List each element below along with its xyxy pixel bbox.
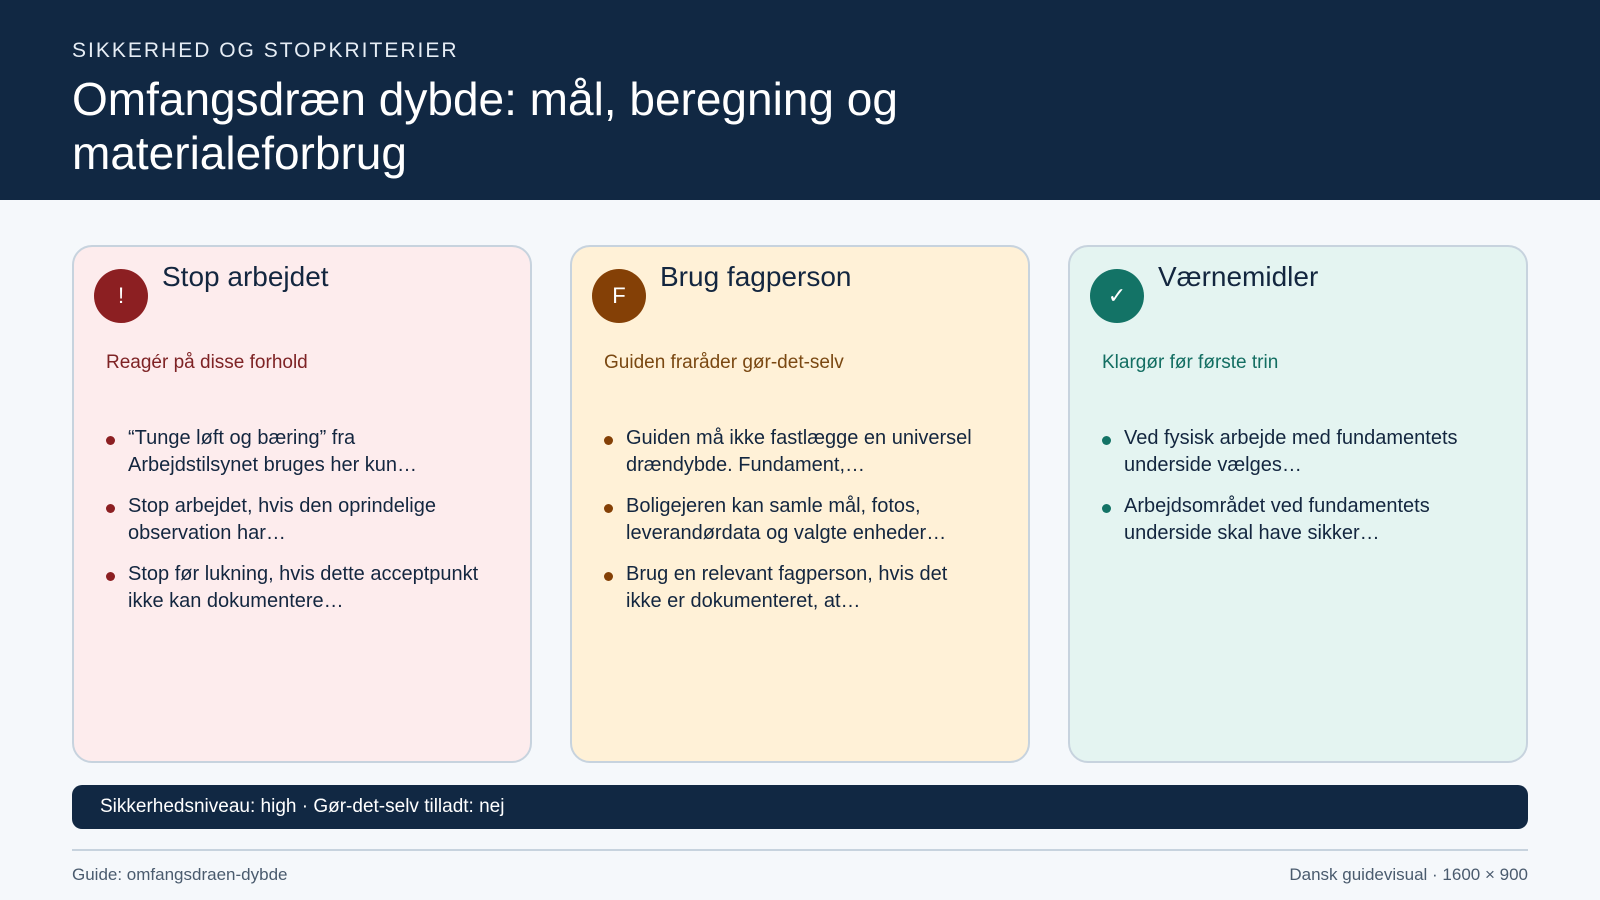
- card-subtitle: Reagér på disse forhold: [106, 352, 308, 373]
- header-banner: [0, 0, 1600, 200]
- list-item: “Tunge løft og bæring” fra Arbejdstilsynet bruges her kun…: [106, 425, 486, 479]
- status-bar: Sikkerhedsniveau: high · Gør-det-selv tilladt: nej: [72, 785, 1528, 829]
- card-title: Værnemidler: [1158, 261, 1319, 292]
- card-protective-gear: [1068, 245, 1528, 763]
- page-title: Omfangsdræn dybde: mål, beregning og materialeforbrug: [72, 73, 898, 179]
- card-subtitle: Guiden fraråder gør-det-selv: [604, 352, 844, 373]
- list-item: Ved fysisk arbejde med fundamentets underside vælges…: [1102, 425, 1482, 479]
- card-subtitle: Klargør før første trin: [1102, 352, 1279, 373]
- card-list: [604, 425, 1008, 615]
- list-item: Guiden må ikke fastlægge en universel drændybde. Fundament,…: [604, 425, 984, 479]
- card-title: Stop arbejdet: [162, 261, 329, 292]
- footer-guide-label: Guide: omfangsdraen-dybde: [72, 865, 288, 884]
- footer-meta-label: Dansk guidevisual · 1600 × 900: [1289, 865, 1528, 884]
- card-use-professional: [570, 245, 1030, 763]
- eyebrow-label: SIKKERHED OG STOPKRITERIER: [72, 39, 459, 62]
- letter-f-icon: F: [592, 269, 646, 323]
- card-list: [1102, 425, 1506, 547]
- list-item: Stop arbejdet, hvis den oprindelige observation har…: [106, 493, 486, 547]
- list-item: Boligejeren kan samle mål, fotos, leverandørdata og valgte enheder…: [604, 493, 984, 547]
- exclamation-icon: !: [94, 269, 148, 323]
- checkmark-icon: ✓: [1090, 269, 1144, 323]
- footer-divider: [72, 849, 1528, 851]
- list-item: Arbejdsområdet ved fundamentets underside skal have sikker…: [1102, 493, 1482, 547]
- card-stop-work: [72, 245, 532, 763]
- card-row: [72, 245, 1528, 763]
- list-item: Brug en relevant fagperson, hvis det ikke er dokumenteret, at…: [604, 561, 984, 615]
- card-list: [106, 425, 510, 615]
- list-item: Stop før lukning, hvis dette acceptpunkt ikke kan dokumentere…: [106, 561, 486, 615]
- card-title: Brug fagperson: [660, 261, 852, 292]
